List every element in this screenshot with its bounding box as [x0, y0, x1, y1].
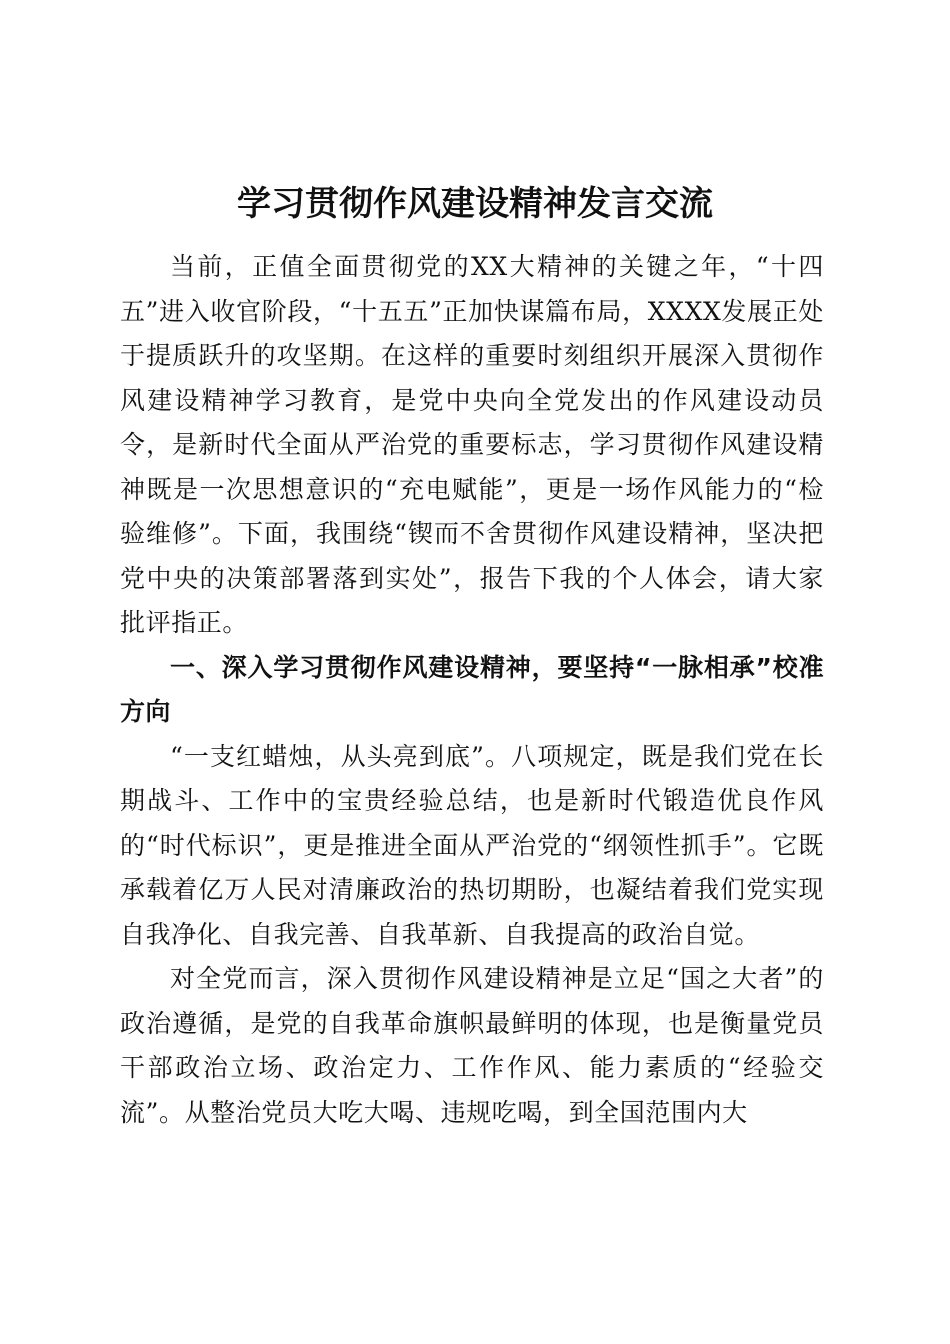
document-title: 学习贯彻作风建设精神发言交流 [237, 184, 713, 224]
section-1-paragraph-2: 对全党而言，深入贯彻作风建设精神是立足“国之大者”的政治遵循，是党的自我革命旗帜最鲜明的体现，也是衡量党员干部政治立场、政治定力、工作作风、能力素质的“经验交流”。从整治党员大吃大喝、违规吃喝，到全国范围内大 [120, 964, 824, 1127]
intro-paragraph: 当前，正值全面贯彻党的XX大精神的关键之年，“十四五”进入收官阶段，“十五五”正加快谋篇布局，XXXX发展正处于提质跃升的攻坚期。在这样的重要时刻组织开展深入贯彻作风建设精神学习教育，是党中央向全党发出的作风建设动员令，是新时代全面从严治党的重要标志，学习贯彻作风建设精神既是一次思想意识的“充电赋能”，更是一场作风能力的“检验维修”。下面，我围绕“锲而不舍贯彻作风建设精神，坚决把党中央的决策部署落到实处”，报告下我的个人体会，请大家批评指正。 [120, 252, 824, 637]
document-body [120, 245, 824, 1135]
section-1-paragraph-1: “一支红蜡烛，从头亮到底”。八项规定，既是我们党在长期战斗、工作中的宝贵经验总结，也是新时代锻造优良作风的“时代标识”，更是推进全面从严治党的“纲领性抓手”。它既承载着亿万人民对清廉政治的热切期盼，也凝结着我们党实现自我净化、自我完善、自我革新、自我提高的政治自觉。 [120, 741, 824, 949]
section-heading-1: 一、深入学习贯彻作风建设精神，要坚持“一脉相承”校准方向 [120, 652, 824, 726]
